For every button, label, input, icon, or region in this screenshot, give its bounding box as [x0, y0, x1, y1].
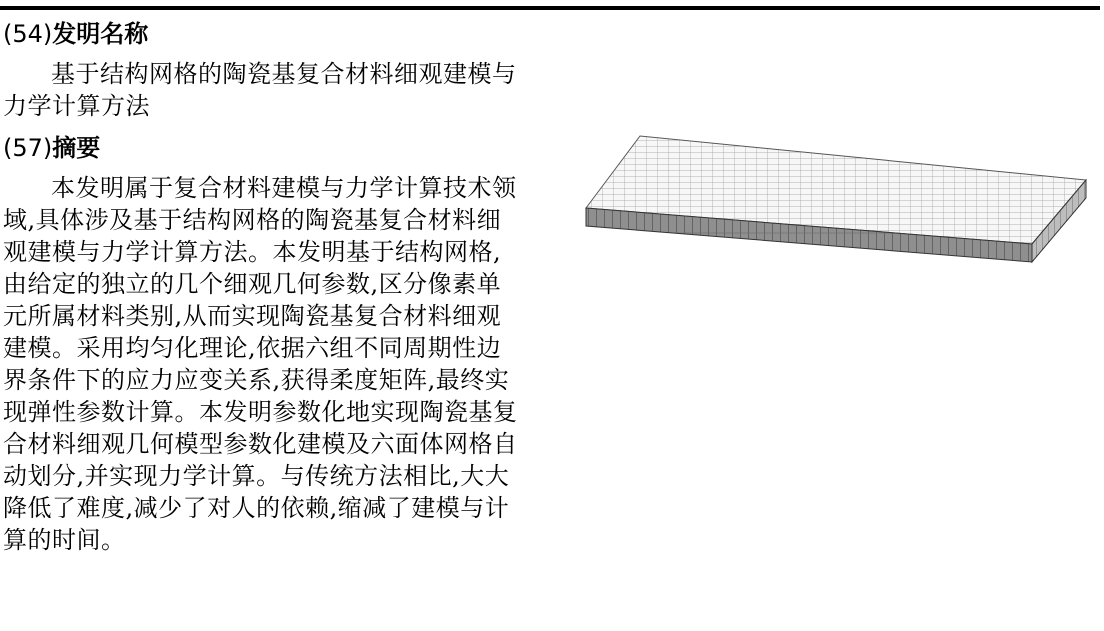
title-heading-number: (54): [3, 20, 53, 48]
abstract-heading-number: (57): [3, 134, 53, 162]
abstract-paragraph: 本发明属于复合材料建模与力学计算技术领域,具体涉及基于结构网格的陶瓷基复合材料细观建模与力学计算方法。本发明基于结构网格,由给定的独立的几个细观几何参数,区分像素单元所属材料类别,从而实现陶瓷基复合材料细观建模。采用均匀化理论,依据六组不同周期性边界条件下的应力应变关系,获得柔度矩阵,最终实现弹性参数计算。本发明参数化地实现陶瓷基复合材料细观几何模型参数化建模及六面体网格自动划分,并实现力学计算。与传统方法相比,大大降低了难度,减少了对人的依赖,缩减了建模与计算的时间。: [3, 174, 518, 554]
title-heading: [3, 18, 148, 50]
invention-title-text: [3, 58, 523, 122]
mesh-figure: [580, 128, 1100, 272]
abstract-heading-label: 摘要: [52, 134, 101, 162]
hexahedral-mesh-slab-icon: [580, 128, 1100, 268]
title-heading-label: 发明名称: [52, 20, 149, 48]
abstract-text: [3, 172, 523, 556]
top-rule: [0, 6, 1100, 10]
abstract-heading: [3, 132, 100, 164]
invention-title-paragraph: 基于结构网格的陶瓷基复合材料细观建模与力学计算方法: [3, 60, 517, 120]
